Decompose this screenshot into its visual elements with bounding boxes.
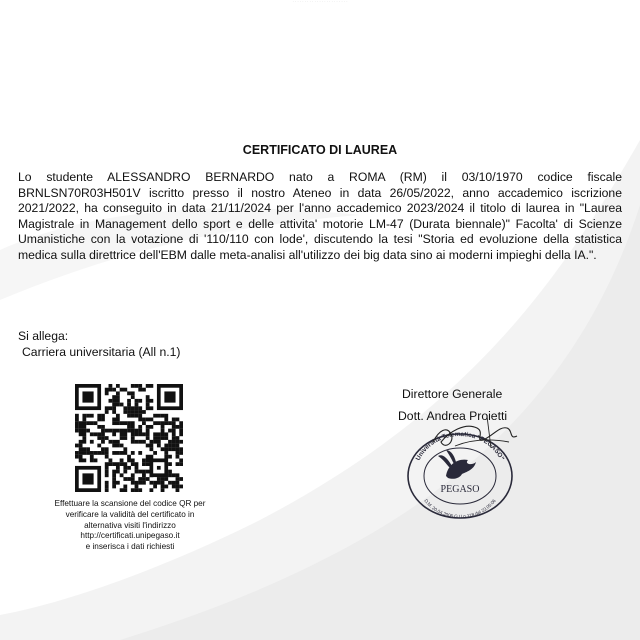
qr-caption-line: Effettuare la scansione del codice QR per [54,499,206,508]
director-title: Direttore Generale [402,387,503,401]
qr-caption-line: e inserisca i dati richiesti [85,542,175,552]
qr-caption-line: verificare la validità del certificato in [65,509,195,519]
seal-top-text: Università Telematica "PEGASO" [414,430,506,462]
signature-icon [425,412,525,462]
seal-bottom-text: D.M. 20.04.2006 G.U.n.118 del 23.05.06 [423,498,497,520]
attachment-item: Carriera universitaria (All n.1) [22,345,181,359]
svg-text:D.M. 20.04.2006 G.U.n.118 del [423,498,497,519]
seal-center-text: PEGASO [440,484,480,495]
header-faint-text: · · · · · · · · · · · · · · · · · · · · · · · [292,0,348,4]
attachments-label: Si allega: [18,329,69,343]
director-name: Dott. Andrea Proietti [398,409,508,423]
qr-code-icon [75,384,183,492]
qr-caption-line: alternativa visiti l'indirizzo [84,520,176,530]
qr-caption-url: http://certificati.unipegaso.it [80,531,180,541]
qr-caption [28,499,232,553]
certificate-title: CERTIFICATO DI LAUREA [242,143,398,157]
certificate-body: Lo studente ALESSANDRO BERNARDO nato a ROMA (RM) il 03/10/1970 codice fiscale BRNLSN70R03H501V iscritto presso il nostro Ateneo in data 26/05/2022, anno accademico iscrizione 2021/2022, ha conseguito in data 21/11/2024 per l'anno accademico 2023/2024 il titolo di laurea in "Laurea Magistrale in Management dello sport e delle attivita' motorie LM-47 (Durata biennale)" Facolta' di Scienze Umanistiche con la votazione di '110/110 con lode', discutendo la tesi "Storia ed evoluzione della statistica medica sulla direttrice dell'EBM dalle meta-analisi all'utilizzo dei big data sino ai moderni impieghi della IA.". [18,170,622,262]
